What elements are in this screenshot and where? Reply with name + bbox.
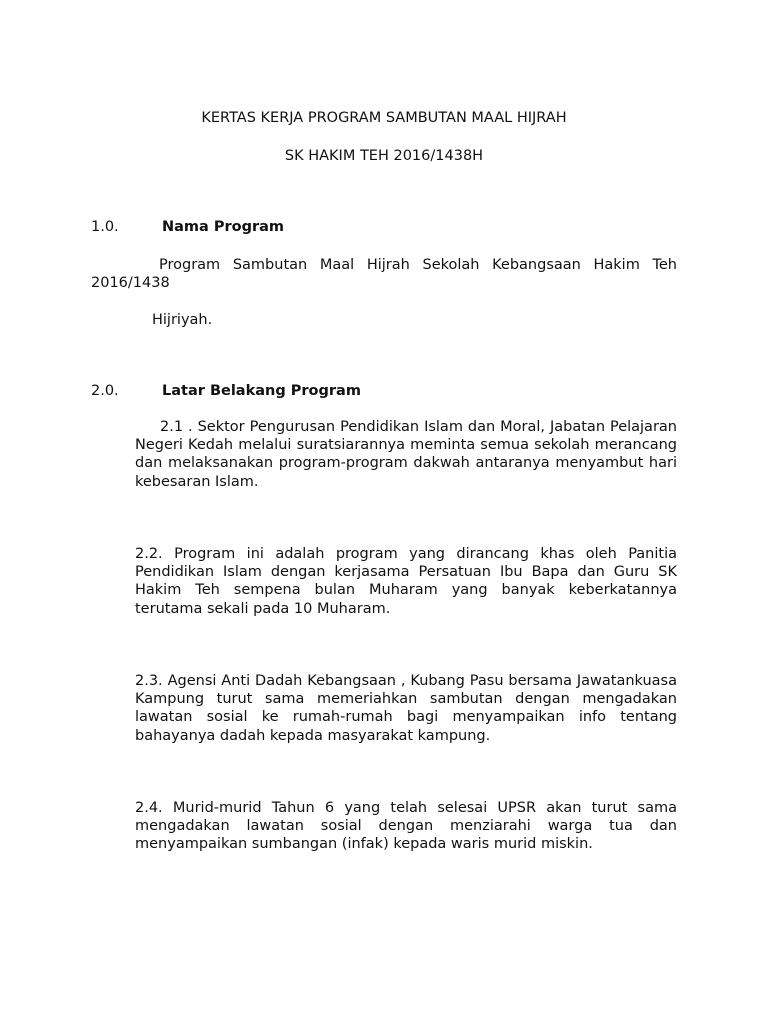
list-item: 2.4. Murid-murid Tahun 6 yang telah selesai UPSR akan turut sama mengadakan lawatan sosial dengan menziarahi warga tua dan menyampaikan sumbangan (infak) kepada waris murid miskin. [135,800,677,853]
section-heading: Latar Belakang Program [162,383,361,399]
section-body: Program Sambutan Maal Hijrah Sekolah Kebangsaan Hakim Teh 2016/1438 [91,257,677,292]
section-body-continuation: Hijriyah. [152,312,213,328]
section-number: 2.0. [91,383,119,399]
section-number: 1.0. [91,219,119,235]
list-item: 2.1 . Sektor Pengurusan Pendidikan Islam dan Moral, Jabatan Pelajaran Negeri Kedah melalui suratsiarannya meminta semua sekolah merancang dan melaksanakan program-program dakwah antaranya menyambut hari kebesaran Islam. [135,419,677,490]
list-item: 2.3. Agensi Anti Dadah Kebangsaan , Kubang Pasu bersama Jawatankuasa Kampung turut sama memeriahkan sambutan dengan mengadakan lawatan sosial ke rumah-rumah bagi menyampaikan info tentang bahayanya dadah kepada masyarakat kampung. [135,673,677,744]
document-subtitle: SK HAKIM TEH 2016/1438H [284,148,484,164]
list-item: 2.2. Program ini adalah program yang dirancang khas oleh Panitia Pendidikan Islam dengan kerjasama Persatuan Ibu Bapa dan Guru SK Hakim Teh sempena bulan Muharam yang banyak keberkatannya terutama sekali pada 10 Muharam. [135,546,677,617]
document-title: KERTAS KERJA PROGRAM SAMBUTAN MAAL HIJRAH [201,110,567,126]
section-heading: Nama Program [162,219,285,235]
